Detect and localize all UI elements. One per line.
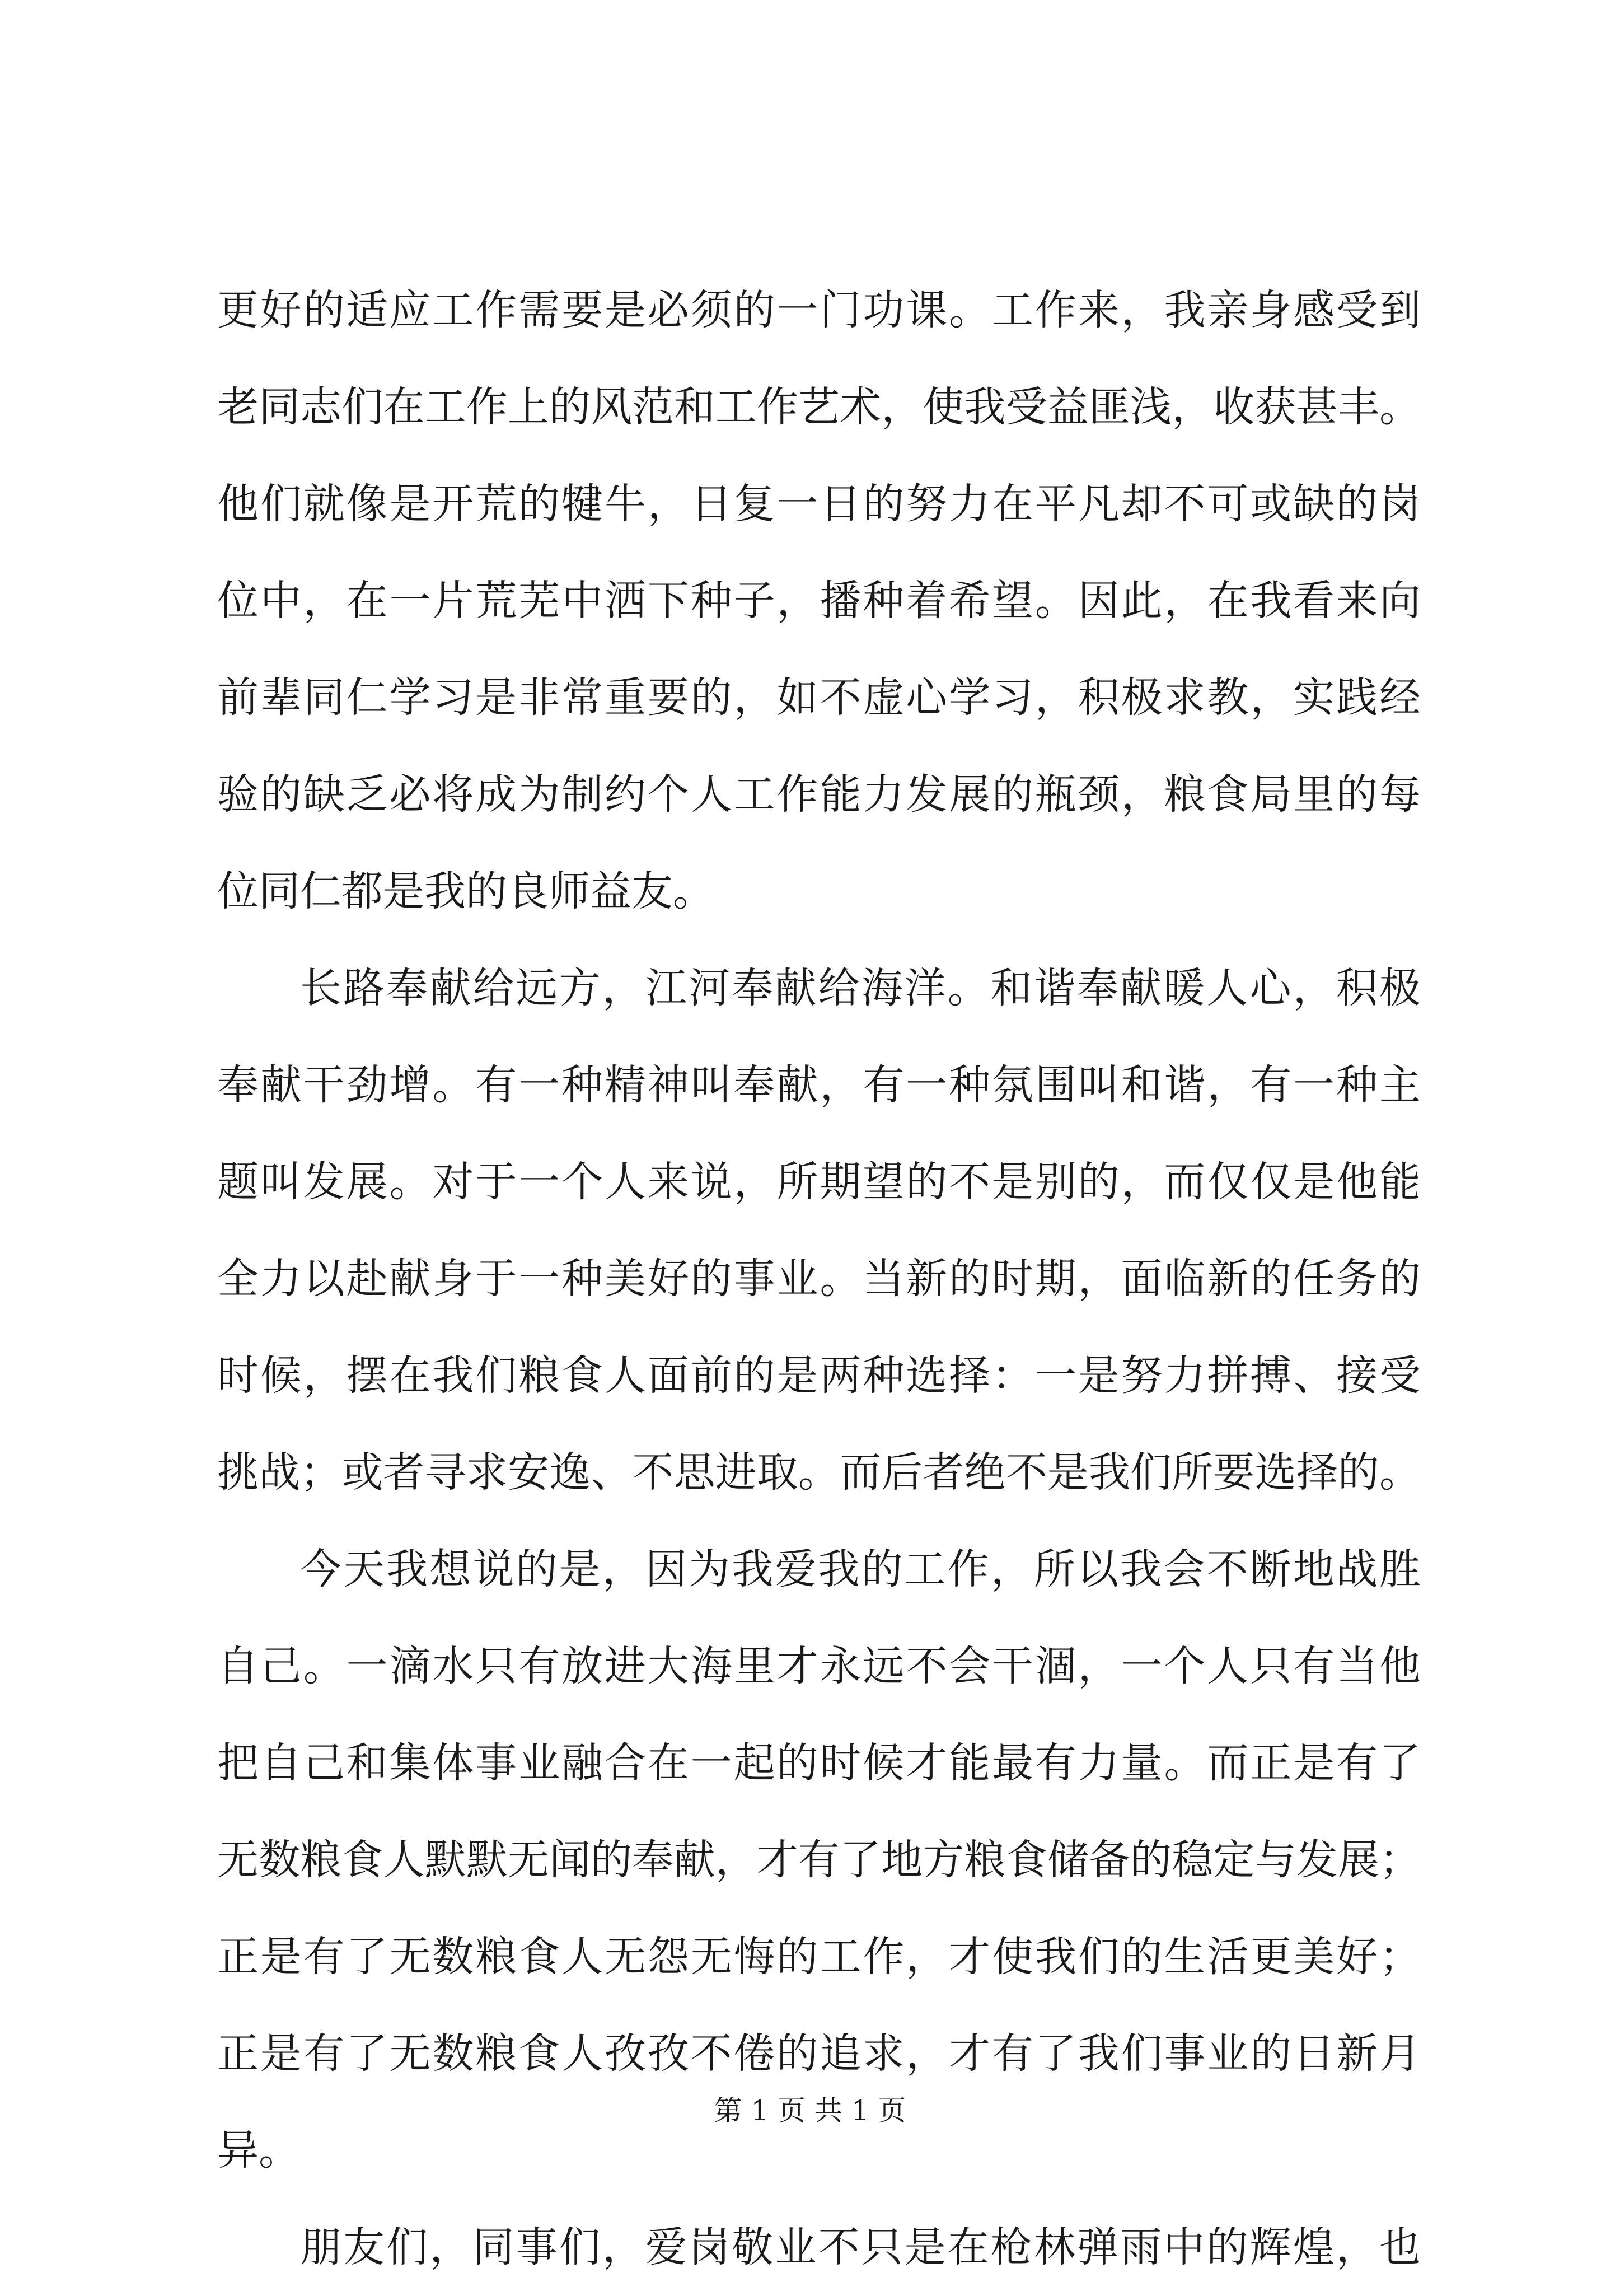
text-line: 长路奉献给远方，江河奉献给海洋。和谐奉献暖人心，积极	[300, 964, 1421, 1012]
text-line: 自己。一滴水只有放进大海里才永远不会干涸，一个人只有当他	[217, 1642, 1421, 1690]
text-line: 题叫发展。对于一个人来说，所期望的不是别的，而仅仅是他能	[217, 1158, 1421, 1206]
text-line: 位中，在一片荒芜中洒下种子，播种着希望。因此，在我看来向	[217, 577, 1421, 625]
text-line: 异。	[217, 2126, 300, 2175]
text-line: 全力以赴献身于一种美好的事业。当新的时期，面临新的任务的	[217, 1255, 1421, 1303]
text-line: 今天我想说的是，因为我爱我的工作，所以我会不断地战胜	[300, 1545, 1421, 1593]
text-line: 无数粮食人默默无闻的奉献，才有了地方粮食储备的稳定与发展；	[217, 1836, 1421, 1884]
document-body	[217, 262, 1421, 2296]
text-line: 更好的适应工作需要是必须的一门功课。工作来，我亲身感受到	[217, 286, 1421, 334]
page-number-footer: 第 1 页 共 1 页	[714, 2094, 906, 2127]
text-line: 朋友们，同事们，爱岗敬业不只是在枪林弹雨中的辉煌，也	[300, 2223, 1421, 2271]
text-line: 正是有了无数粮食人无怨无悔的工作，才使我们的生活更美好；	[217, 1933, 1421, 1981]
text-line: 位同仁都是我的良师益友。	[217, 867, 714, 915]
text-line: 时候，摆在我们粮食人面前的是两种选择：一是努力拼搏、接受	[217, 1352, 1421, 1400]
text-line: 老同志们在工作上的风范和工作艺术，使我受益匪浅，收获甚丰。	[217, 383, 1421, 431]
text-line: 前辈同仁学习是非常重要的，如不虚心学习，积极求教，实践经	[217, 674, 1421, 722]
text-line: 验的缺乏必将成为制约个人工作能力发展的瓶颈，粮食局里的每	[217, 770, 1421, 819]
text-line: 正是有了无数粮食人孜孜不倦的追求，才有了我们事业的日新月	[217, 2030, 1421, 2078]
text-line: 把自己和集体事业融合在一起的时候才能最有力量。而正是有了	[217, 1739, 1421, 1787]
text-line: 他们就像是开荒的犍牛，日复一日的努力在平凡却不可或缺的岗	[217, 480, 1421, 528]
text-line: 挑战；或者寻求安逸、不思进取。而后者绝不是我们所要选择的。	[217, 1448, 1421, 1497]
text-line: 奉献干劲增。有一种精神叫奉献，有一种氛围叫和谐，有一种主	[217, 1061, 1421, 1109]
